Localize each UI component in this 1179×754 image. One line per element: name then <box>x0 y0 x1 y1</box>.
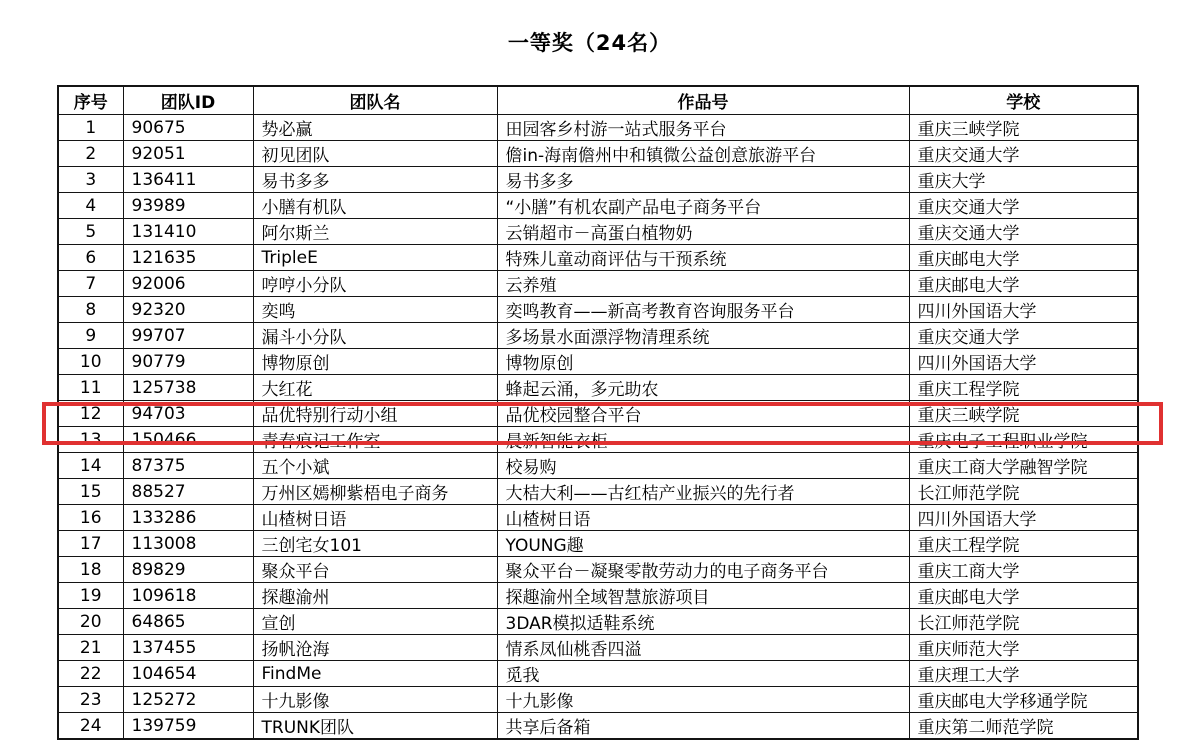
cell-team-name: 山楂树日语 <box>253 505 497 531</box>
cell-work: 探趣渝州全域智慧旅游项目 <box>497 583 909 609</box>
cell-team-id: 64865 <box>123 609 253 635</box>
cell-team-id: 133286 <box>123 505 253 531</box>
table-row <box>58 531 1138 557</box>
cell-school: 重庆工程学院 <box>909 531 1138 557</box>
cell-no: 13 <box>58 427 123 453</box>
cell-work: 大桔大利——古红桔产业振兴的先行者 <box>497 479 909 505</box>
page-title: 一等奖（24名） <box>507 31 672 55</box>
cell-no: 3 <box>58 167 123 193</box>
cell-team-name: 博物原创 <box>253 349 497 375</box>
table-row <box>58 193 1138 219</box>
cell-team-id: 139759 <box>123 713 253 740</box>
cell-team-name: 扬帆沧海 <box>253 635 497 661</box>
cell-work: 多场景水面漂浮物清理系统 <box>497 323 909 349</box>
cell-team-name: 奕鸣 <box>253 297 497 323</box>
cell-team-name: 漏斗小分队 <box>253 323 497 349</box>
cell-team-name: 品优特别行动小组 <box>253 401 497 427</box>
cell-no: 12 <box>58 401 123 427</box>
cell-team-id: 99707 <box>123 323 253 349</box>
cell-team-id: 92006 <box>123 271 253 297</box>
col-header-school: 学校 <box>909 86 1138 115</box>
cell-school: 重庆交通大学 <box>909 219 1138 245</box>
cell-work: YOUNG趣 <box>497 531 909 557</box>
cell-no: 4 <box>58 193 123 219</box>
cell-work: 特殊儿童动商评估与干预系统 <box>497 245 909 271</box>
cell-team-id: 104654 <box>123 661 253 687</box>
cell-no: 22 <box>58 661 123 687</box>
table-row <box>58 401 1138 427</box>
cell-team-id: 136411 <box>123 167 253 193</box>
cell-work: 田园客乡村游一站式服务平台 <box>497 115 909 141</box>
cell-team-name: 宣创 <box>253 609 497 635</box>
cell-school: 重庆邮电大学移通学院 <box>909 687 1138 713</box>
col-header-team-id: 团队ID <box>123 86 253 115</box>
cell-no: 8 <box>58 297 123 323</box>
table-row <box>58 115 1138 141</box>
cell-school: 重庆邮电大学 <box>909 583 1138 609</box>
cell-work: 易书多多 <box>497 167 909 193</box>
cell-work: 品优校园整合平台 <box>497 401 909 427</box>
cell-team-id: 137455 <box>123 635 253 661</box>
cell-work: 聚众平台－凝聚零散劳动力的电子商务平台 <box>497 557 909 583</box>
table-row <box>58 245 1138 271</box>
cell-no: 5 <box>58 219 123 245</box>
cell-team-name: FindMe <box>253 661 497 687</box>
cell-school: 重庆理工大学 <box>909 661 1138 687</box>
cell-team-name: 小膳有机队 <box>253 193 497 219</box>
cell-team-name: 阿尔斯兰 <box>253 219 497 245</box>
cell-team-id: 125738 <box>123 375 253 401</box>
cell-no: 16 <box>58 505 123 531</box>
cell-team-id: 90675 <box>123 115 253 141</box>
cell-no: 2 <box>58 141 123 167</box>
cell-no: 9 <box>58 323 123 349</box>
table-row <box>58 323 1138 349</box>
cell-school: 重庆交通大学 <box>909 193 1138 219</box>
cell-no: 21 <box>58 635 123 661</box>
cell-team-id: 109618 <box>123 583 253 609</box>
cell-team-name: 大红花 <box>253 375 497 401</box>
cell-work: “小膳”有机农副产品电子商务平台 <box>497 193 909 219</box>
cell-work: 校易购 <box>497 453 909 479</box>
cell-school: 重庆交通大学 <box>909 141 1138 167</box>
cell-school: 重庆交通大学 <box>909 323 1138 349</box>
award-table <box>57 85 1139 740</box>
cell-team-name: TRUNK团队 <box>253 713 497 740</box>
cell-school: 长江师范学院 <box>909 609 1138 635</box>
table-row <box>58 375 1138 401</box>
table-row <box>58 219 1138 245</box>
table-row <box>58 687 1138 713</box>
cell-team-name: 探趣渝州 <box>253 583 497 609</box>
cell-team-name: 势必赢 <box>253 115 497 141</box>
cell-team-name: 哼哼小分队 <box>253 271 497 297</box>
cell-no: 10 <box>58 349 123 375</box>
cell-team-name: 聚众平台 <box>253 557 497 583</box>
cell-team-id: 125272 <box>123 687 253 713</box>
cell-school: 长江师范学院 <box>909 479 1138 505</box>
cell-team-id: 87375 <box>123 453 253 479</box>
cell-school: 重庆邮电大学 <box>909 271 1138 297</box>
table-row <box>58 349 1138 375</box>
cell-school: 重庆师范大学 <box>909 635 1138 661</box>
cell-work: 儋in-海南儋州中和镇微公益创意旅游平台 <box>497 141 909 167</box>
cell-no: 18 <box>58 557 123 583</box>
cell-team-name: 十九影像 <box>253 687 497 713</box>
cell-school: 四川外国语大学 <box>909 505 1138 531</box>
cell-work: 情系凤仙桃香四溢 <box>497 635 909 661</box>
cell-team-id: 121635 <box>123 245 253 271</box>
cell-school: 重庆第二师范学院 <box>909 713 1138 740</box>
table-row <box>58 271 1138 297</box>
cell-work: 博物原创 <box>497 349 909 375</box>
table-row <box>58 505 1138 531</box>
table-header-row <box>58 86 1138 115</box>
cell-school: 重庆大学 <box>909 167 1138 193</box>
cell-team-id: 92320 <box>123 297 253 323</box>
cell-team-id: 89829 <box>123 557 253 583</box>
table-row <box>58 635 1138 661</box>
table-row <box>58 167 1138 193</box>
cell-team-name: TripleE <box>253 245 497 271</box>
cell-team-id: 90779 <box>123 349 253 375</box>
cell-team-id: 113008 <box>123 531 253 557</box>
cell-no: 1 <box>58 115 123 141</box>
table-row <box>58 609 1138 635</box>
cell-work: 共享后备箱 <box>497 713 909 740</box>
cell-no: 6 <box>58 245 123 271</box>
cell-school: 重庆工商大学融智学院 <box>909 453 1138 479</box>
cell-no: 7 <box>58 271 123 297</box>
cell-team-id: 88527 <box>123 479 253 505</box>
cell-team-name: 青春痕记工作室 <box>253 427 497 453</box>
cell-team-id: 92051 <box>123 141 253 167</box>
cell-no: 19 <box>58 583 123 609</box>
cell-no: 15 <box>58 479 123 505</box>
cell-school: 重庆邮电大学 <box>909 245 1138 271</box>
cell-school: 四川外国语大学 <box>909 297 1138 323</box>
cell-no: 14 <box>58 453 123 479</box>
col-header-work: 作品号 <box>497 86 909 115</box>
table-row <box>58 661 1138 687</box>
cell-work: 3DAR模拟适鞋系统 <box>497 609 909 635</box>
cell-team-name: 易书多多 <box>253 167 497 193</box>
cell-work: 十九影像 <box>497 687 909 713</box>
cell-work: 觅我 <box>497 661 909 687</box>
table-row <box>58 141 1138 167</box>
cell-no: 20 <box>58 609 123 635</box>
cell-team-name: 万州区嫣柳紫梧电子商务 <box>253 479 497 505</box>
table-row <box>58 713 1138 740</box>
cell-school: 重庆电子工程职业学院 <box>909 427 1138 453</box>
cell-work: 奕鸣教育——新高考教育咨询服务平台 <box>497 297 909 323</box>
table-row <box>58 427 1138 453</box>
cell-school: 重庆工程学院 <box>909 375 1138 401</box>
table-row <box>58 479 1138 505</box>
cell-work: 山楂树日语 <box>497 505 909 531</box>
cell-school: 四川外国语大学 <box>909 349 1138 375</box>
table-row <box>58 583 1138 609</box>
cell-work: 蜂起云涌，多元助农 <box>497 375 909 401</box>
cell-no: 11 <box>58 375 123 401</box>
col-header-no: 序号 <box>58 86 123 115</box>
cell-team-id: 94703 <box>123 401 253 427</box>
table-row <box>58 453 1138 479</box>
table-body <box>58 115 1138 740</box>
cell-team-name: 初见团队 <box>253 141 497 167</box>
cell-work: 晨新智能衣柜 <box>497 427 909 453</box>
cell-no: 24 <box>58 713 123 740</box>
cell-school: 重庆三峡学院 <box>909 401 1138 427</box>
table-row <box>58 297 1138 323</box>
cell-team-id: 131410 <box>123 219 253 245</box>
cell-school: 重庆工商大学 <box>909 557 1138 583</box>
cell-no: 17 <box>58 531 123 557</box>
cell-team-id: 93989 <box>123 193 253 219</box>
cell-team-name: 三创宅女101 <box>253 531 497 557</box>
table-row <box>58 557 1138 583</box>
cell-team-id: 150466 <box>123 427 253 453</box>
cell-school: 重庆三峡学院 <box>909 115 1138 141</box>
col-header-team-name: 团队名 <box>253 86 497 115</box>
cell-work: 云销超市－高蛋白植物奶 <box>497 219 909 245</box>
cell-team-name: 五个小斌 <box>253 453 497 479</box>
cell-work: 云养殖 <box>497 271 909 297</box>
cell-no: 23 <box>58 687 123 713</box>
